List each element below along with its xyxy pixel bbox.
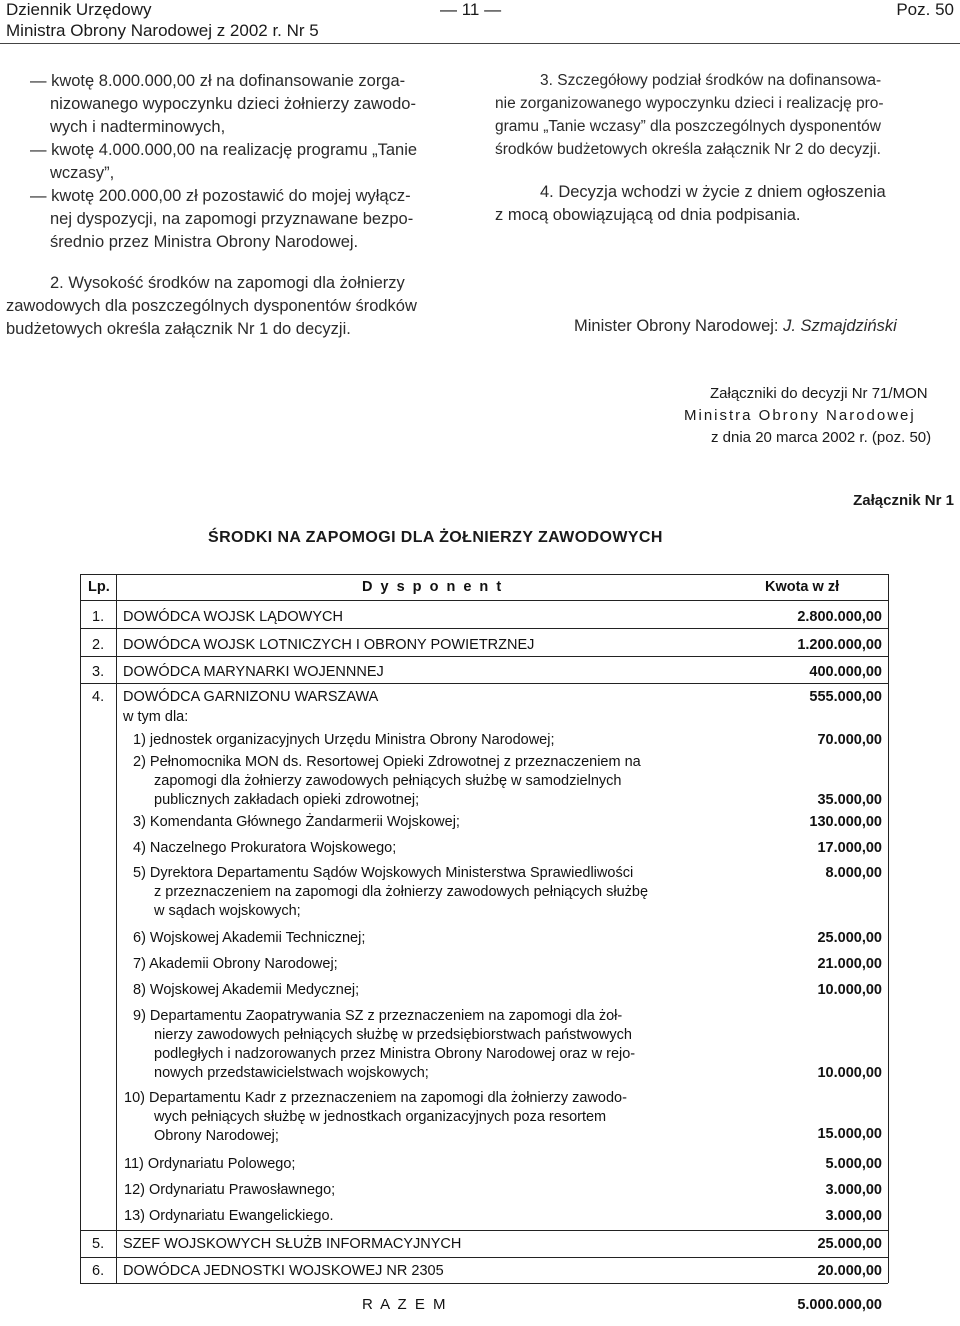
para2-line3: budżetowych określa załącznik Nr 1 do decyzji. xyxy=(6,320,351,338)
sub-3-line-1: 3) Komendanta Głównego Żandarmerii Wojskowej; xyxy=(133,814,460,830)
annex-ref-line2: Ministra Obrony Narodowej xyxy=(684,407,916,424)
para4-line2: z mocą obowiązującą od dnia podpisania. xyxy=(495,206,801,224)
total-label: R A Z E M xyxy=(362,1296,448,1313)
sub-5-line-1: 5) Dyrektora Departamentu Sądów Wojskowych Ministerstwa Sprawiedliwości xyxy=(133,865,634,881)
sub-2-line-2: zapomogi dla żołnierzy zawodowych pełniących służbę w samodzielnych xyxy=(154,773,622,789)
para2-line1: 2. Wysokość środków na zapomogi dla żołnierzy xyxy=(50,274,405,292)
row-5-name: SZEF WOJSKOWYCH SŁUŻB INFORMACYJNYCH xyxy=(123,1236,462,1252)
signature-label: Minister Obrony Narodowej: xyxy=(574,317,779,335)
row-6-lp: 6. xyxy=(92,1263,105,1279)
annex-ref-line1: Załączniki do decyzji Nr 71/MON xyxy=(710,385,928,402)
header-lp: Lp. xyxy=(88,579,110,595)
sub-9-line-3: podległych i nadzorowanych przez Ministra Obrony Narodowej oraz w rejo- xyxy=(154,1046,636,1062)
sub-8-line-1: 8) Wojskowej Akademii Medycznej; xyxy=(133,982,360,998)
sub-10-line-3: Obrony Narodowej; xyxy=(154,1128,279,1144)
row-1-lp: 1. xyxy=(92,609,105,625)
sub-12-line-1: 12) Ordynariatu Prawosławnego; xyxy=(124,1182,336,1198)
sub-13-amount: 3.000,00 xyxy=(825,1208,882,1224)
item2-line2: wczasy”, xyxy=(50,164,115,182)
row-4-sub-intro: w tym dla: xyxy=(123,709,189,725)
sub-4-line-1: 4) Naczelnego Prokuratora Wojskowego; xyxy=(133,840,397,856)
item3-line1: — kwotę 200.000,00 zł pozostawić do mojej wyłącz- xyxy=(30,187,411,205)
sub-8-amount: 10.000,00 xyxy=(817,982,882,998)
item3-line3: średnio przez Ministra Obrony Narodowej. xyxy=(50,233,359,251)
sub-12-amount: 3.000,00 xyxy=(825,1182,882,1198)
row-6-name: DOWÓDCA JEDNOSTKI WOJSKOWEJ NR 2305 xyxy=(123,1263,444,1279)
row-5-amount: 25.000,00 xyxy=(817,1236,882,1252)
row-2-name: DOWÓDCA WOJSK LOTNICZYCH I OBRONY POWIETRZNEJ xyxy=(123,637,535,653)
journal-title: Dziennik Urzędowy xyxy=(6,0,152,19)
row-4-amount: 555.000,00 xyxy=(809,689,882,705)
sub-13-line-1: 13) Ordynariatu Ewangelickiego. xyxy=(124,1208,334,1224)
header-rule xyxy=(0,43,960,44)
row-5-lp: 5. xyxy=(92,1236,105,1252)
total-amount: 5.000.000,00 xyxy=(797,1297,882,1313)
item2-line1: — kwotę 4.000.000,00 na realizację programu „Tanie xyxy=(30,141,418,159)
sub-9-line-1: 9) Departamentu Zaopatrywania SZ z przeznaczeniem na zapomogi dla żoł- xyxy=(133,1008,623,1024)
row-3-amount: 400.000,00 xyxy=(809,664,882,680)
sub-2-line-3: publicznych zakładach opieki zdrowotnej; xyxy=(154,792,420,808)
row-3-lp: 3. xyxy=(92,664,105,680)
page-number: — 11 — xyxy=(440,0,502,19)
para3-line3: gramu „Tanie wczasy” dla poszczególnych dysponentów xyxy=(495,118,881,135)
row-3-name: DOWÓDCA MARYNARKI WOJENNNEJ xyxy=(123,664,384,680)
para3-line2: nie zorganizowanego wypoczynku dzieci i realizację pro- xyxy=(495,95,884,112)
sub-1-line-1: 1) jednostek organizacyjnych Urzędu Ministra Obrony Narodowej; xyxy=(133,732,555,748)
para2-line2: zawodowych dla poszczególnych dysponentów środków xyxy=(6,297,417,315)
signature-name: J. Szmajdziński xyxy=(783,317,897,335)
sub-9-amount: 10.000,00 xyxy=(817,1065,882,1081)
item1-line2: nizowanego wypoczynku dzieci żołnierzy zawodo- xyxy=(50,95,416,113)
sub-4-amount: 17.000,00 xyxy=(817,840,882,856)
sub-9-line-4: nowych przedstawicielstwach wojskowych; xyxy=(154,1065,429,1081)
sub-2-line-1: 2) Pełnomocnika MON ds. Resortowej Opieki Zdrowotnej z przeznaczeniem na xyxy=(133,754,641,770)
annex-title: ŚRODKI NA ZAPOMOGI DLA ŻOŁNIERZY ZAWODOWYCH xyxy=(208,529,663,546)
para3-line1: 3. Szczegółowy podział środków na dofinansowa- xyxy=(540,72,882,89)
position-number: Poz. 50 xyxy=(896,0,954,19)
item1-line3: wych i nadterminowych, xyxy=(50,118,226,136)
sub-9-line-2: nierzy zawodowych pełniących służbę w przedsiębiorstwach państwowych xyxy=(154,1027,632,1043)
row-2-amount: 1.200.000,00 xyxy=(797,637,882,653)
sub-5-line-3: w sądach wojskowych; xyxy=(154,903,301,919)
sub-2-amount: 35.000,00 xyxy=(817,792,882,808)
sub-11-amount: 5.000,00 xyxy=(825,1156,882,1172)
sub-10-line-1: 10) Departamentu Kadr z przeznaczeniem na zapomogi dla żołnierzy zawodo- xyxy=(124,1090,627,1106)
sub-6-amount: 25.000,00 xyxy=(817,930,882,946)
annex-label: Załącznik Nr 1 xyxy=(853,492,954,509)
sub-3-amount: 130.000,00 xyxy=(809,814,882,830)
para4-line1: 4. Decyzja wchodzi w życie z dniem ogłoszenia xyxy=(540,183,886,201)
header-disponent: D y s p o n e n t xyxy=(362,579,504,595)
sub-1-amount: 70.000,00 xyxy=(817,732,882,748)
sub-7-line-1: 7) Akademii Obrony Narodowej; xyxy=(133,956,338,972)
para3-line4: środków budżetowych określa załącznik Nr 2 do decyzji. xyxy=(495,141,881,158)
row-1-amount: 2.800.000,00 xyxy=(797,609,882,625)
sub-10-amount: 15.000,00 xyxy=(817,1126,882,1142)
signature xyxy=(574,316,897,337)
sub-5-line-2: z przeznaczeniem na zapomogi dla żołnierzy zawodowych pełniących służbę xyxy=(154,884,649,900)
header-amount: Kwota w zł xyxy=(765,579,840,595)
row-6-amount: 20.000,00 xyxy=(817,1263,882,1279)
sub-11-line-1: 11) Ordynariatu Polowego; xyxy=(124,1156,296,1172)
journal-issue: Ministra Obrony Narodowej z 2002 r. Nr 5 xyxy=(6,21,319,40)
item3-line2: nej dyspozycji, na zapomogi przyznawane bezpo- xyxy=(50,210,414,228)
sub-7-amount: 21.000,00 xyxy=(817,956,882,972)
item1-line1: — kwotę 8.000.000,00 zł na dofinansowanie zorga- xyxy=(30,72,406,90)
row-2-lp: 2. xyxy=(92,637,105,653)
sub-5-amount: 8.000,00 xyxy=(825,865,882,881)
annex-ref-line3: z dnia 20 marca 2002 r. (poz. 50) xyxy=(711,429,932,446)
sub-6-line-1: 6) Wojskowej Akademii Technicznej; xyxy=(133,930,366,946)
row-4-lp: 4. xyxy=(92,689,105,705)
row-1-name: DOWÓDCA WOJSK LĄDOWYCH xyxy=(123,609,343,625)
sub-10-line-2: wych pełniących służbę w jednostkach organizacyjnych poza resortem xyxy=(154,1109,607,1125)
row-4-name: DOWÓDCA GARNIZONU WARSZAWA xyxy=(123,689,379,705)
